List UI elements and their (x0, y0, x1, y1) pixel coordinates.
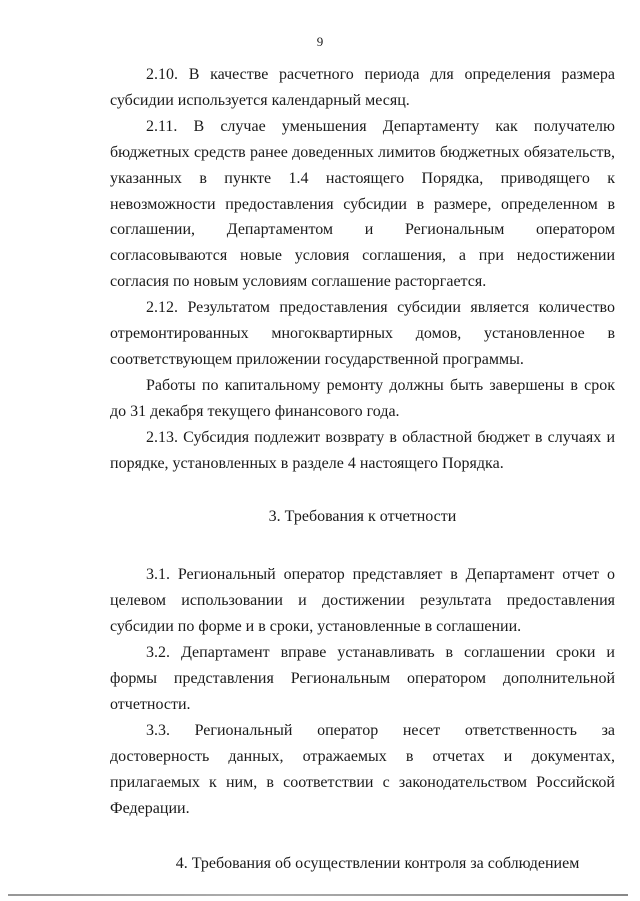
section-4-heading: 4. Требования об осуществлении контроля за соблюдением (175, 855, 580, 873)
document-body (110, 62, 615, 877)
paragraph-3-2: 3.2. Департамент вправе устанавливать в соглашении сроки и формы представления Региональным оператором дополнительной отчетности. (110, 644, 615, 713)
section-3-heading: 3. Требования к отчетности (268, 507, 457, 525)
paragraph-3-3: 3.3. Региональный оператор несет ответственность за достоверность данных, отражаемых в отчетах и документах, прилагаемых к ним, в соответствии с законодательством Российской Федерации. (110, 721, 615, 817)
scan-edge-line (8, 894, 628, 896)
paragraph-2-11: 2.11. В случае уменьшения Департаменту как получателю бюджетных средств ранее доведенных лимитов бюджетных обязательств, указанных в пункте 1.4 настоящего Порядка, приводящего к невозможности предоставления субсидии в размере, определенном в соглашении, Департаментом и Региональным оператором согласовываются новые условия соглашения, а при недостижении согласия по новым условиям соглашение расторгается. (110, 117, 615, 291)
paragraph-2-10: 2.10. В качестве расчетного периода для определения размера субсидии используется календарный месяц. (110, 66, 615, 109)
paragraph-works-deadline: Работы по капитальному ремонту должны быть завершены в срок до 31 декабря текущего финансового года. (110, 376, 615, 420)
page-number: 9 (316, 34, 324, 49)
paragraph-2-12: 2.12. Результатом предоставления субсидии является количество отремонтированных многоквартирных домов, установленное в соответствующем приложении государственной программы. (110, 299, 615, 368)
paragraph-2-13: 2.13. Субсидия подлежит возврату в областной бюджет в случаях и порядке, установленных в разделе 4 настоящего Порядка. (110, 428, 615, 472)
paragraph-3-1: 3.1. Региональный оператор представляет в Департамент отчет о целевом использовании и достижении результата предоставления субсидии по форме и в сроки, установленные в соглашении. (110, 566, 615, 636)
